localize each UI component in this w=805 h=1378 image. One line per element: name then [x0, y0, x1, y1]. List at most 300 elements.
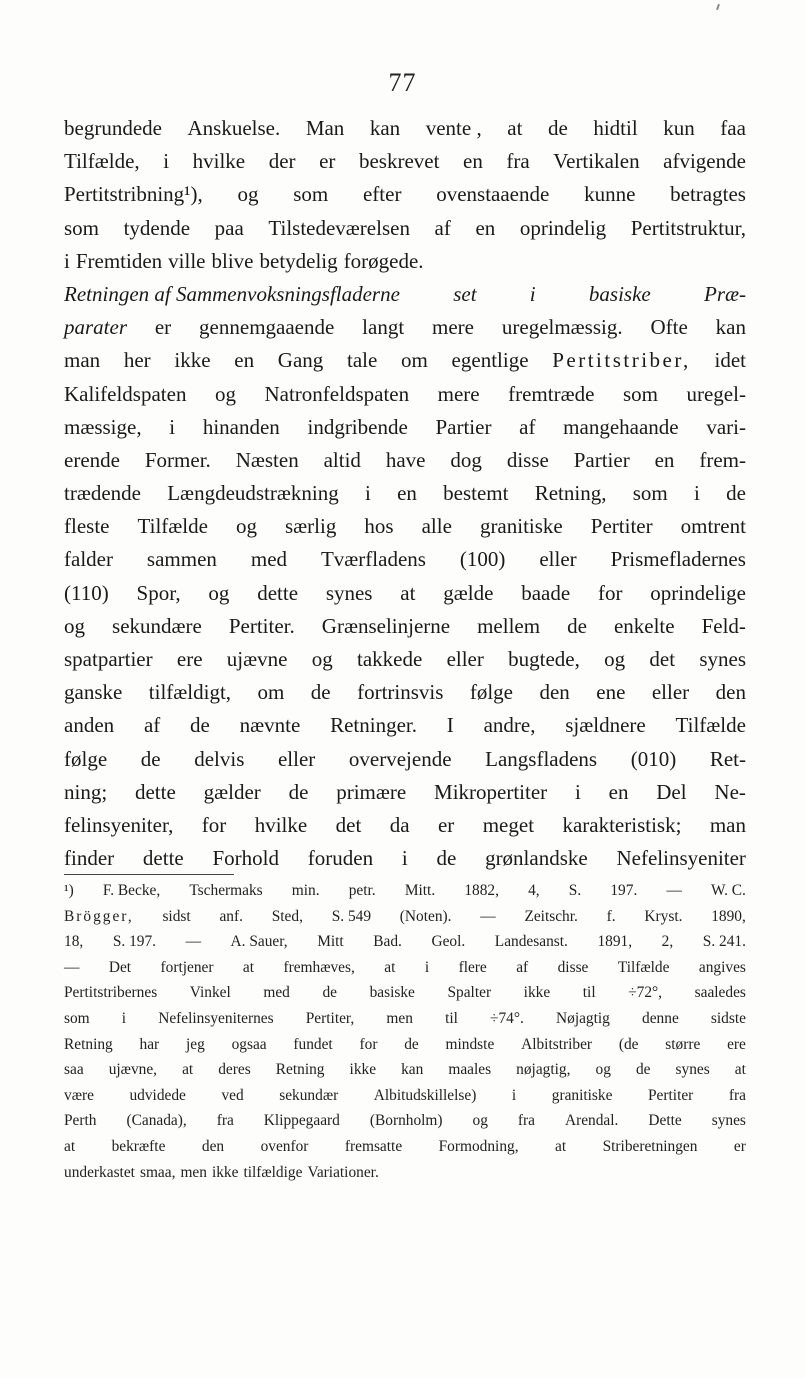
footnote-word: 197.: [610, 882, 638, 899]
word: da: [389, 812, 410, 837]
word: Anskuelse.: [187, 116, 281, 140]
footnote-word: Tilfælde: [617, 958, 670, 976]
footnote-word: saaledes: [694, 984, 746, 1002]
word: foruden: [307, 846, 374, 871]
word: baade: [521, 580, 571, 605]
footnote-word: fremsatte: [344, 1137, 403, 1155]
word: overvejende: [348, 746, 452, 771]
footnote-line: [64, 1006, 746, 1032]
word: eller: [277, 746, 316, 771]
word: Tværfladens: [320, 547, 426, 572]
footnote-word: disse: [557, 958, 589, 976]
word: mangehaande: [563, 414, 679, 439]
word: ovenstaaende: [436, 182, 550, 207]
word: langt: [362, 315, 405, 340]
footnote-word: til: [445, 1009, 458, 1027]
word: have: [385, 447, 426, 472]
footnote-word: kan: [401, 1061, 424, 1079]
word: (100): [459, 547, 506, 572]
footnote-word: Variationer.: [307, 1163, 379, 1181]
word: oprindelige: [650, 580, 746, 605]
word: idet: [714, 348, 746, 373]
word: de: [140, 746, 161, 771]
word: Præ-: [704, 281, 746, 306]
word: de: [547, 116, 568, 140]
word: hvilke: [254, 812, 308, 837]
footnote-word: anf.: [219, 907, 243, 925]
footnote-word: ovenfor: [260, 1137, 309, 1155]
text-line: [64, 709, 746, 742]
footnote-word: sidst: [162, 907, 191, 925]
footnote-word: Tschermaks: [189, 882, 263, 899]
word: Pertitstribning¹),: [64, 182, 203, 207]
word: (110): [64, 580, 109, 605]
footnote-word: ogsaa: [231, 1035, 267, 1053]
word: granitiske: [479, 514, 563, 539]
footnote-word: —: [480, 907, 496, 925]
footnote-line: [64, 878, 746, 904]
footnote-word: tilfældige: [243, 1163, 303, 1181]
word: altid: [323, 447, 361, 472]
word: de: [288, 779, 309, 804]
word: eller: [651, 680, 690, 705]
footnote-word: at: [64, 1137, 76, 1155]
word: I: [446, 713, 454, 738]
footnote-word: større: [665, 1035, 701, 1053]
word: trædende: [64, 481, 141, 506]
word: spatpartier: [64, 647, 153, 671]
word: ganske: [64, 680, 123, 705]
footnote-word: Klippegaard: [263, 1112, 340, 1130]
footnote-word: Retning: [64, 1035, 113, 1053]
footnote-word: basiske: [369, 984, 415, 1002]
word: Ret-: [709, 746, 746, 771]
footnote-word: at: [734, 1061, 746, 1079]
footnote-word: fremhæves,: [283, 958, 355, 976]
word: der: [268, 149, 296, 174]
word: hvilke: [192, 149, 246, 174]
word: Mikropertiter: [434, 779, 548, 804]
word: er: [154, 315, 172, 340]
word: og: [235, 514, 257, 539]
word: gælder: [203, 779, 261, 804]
text-line: [64, 378, 746, 411]
word: dog: [450, 447, 482, 472]
footnote-word: Retning: [275, 1061, 325, 1079]
word: sjældnere: [565, 713, 646, 738]
footnote-word: bekræfte: [111, 1137, 166, 1155]
footnote-word: Zeitschr.: [524, 907, 578, 925]
footnote-word: at: [182, 1061, 194, 1079]
word: som: [64, 215, 100, 240]
footnote-word: min.: [291, 882, 320, 899]
footnote-word: synes: [675, 1061, 710, 1079]
word: Tilstedeværelsen: [268, 215, 410, 240]
word: det: [649, 647, 676, 671]
word: grønlandske: [485, 846, 588, 871]
word: ville: [168, 248, 206, 273]
word: falder: [64, 547, 113, 572]
text-line: [64, 178, 746, 211]
footnote-word: 4,: [528, 882, 540, 899]
word: oprindelig: [519, 215, 607, 240]
word: sekundære: [112, 613, 202, 638]
word: tale: [346, 348, 378, 373]
footnote-word: Bad.: [373, 933, 402, 951]
word: mæssige,: [64, 414, 142, 439]
word: i: [169, 414, 176, 439]
word: den: [539, 680, 570, 705]
footnote-word: synes: [711, 1112, 746, 1130]
word: kan: [369, 116, 401, 140]
word: ene: [596, 680, 626, 705]
footnote-word: (Bornholm): [369, 1112, 443, 1130]
word: kunne: [584, 182, 636, 207]
word: afvigende: [663, 149, 746, 174]
word: Gang: [277, 348, 324, 373]
footnote-word: at: [384, 958, 396, 976]
body-text: [64, 112, 746, 875]
text-line: [64, 112, 746, 145]
word: Spor,: [136, 580, 181, 605]
footnote-word: ikke: [349, 1061, 377, 1079]
text-line: [64, 543, 746, 576]
footnote-word: Pertiter: [648, 1086, 694, 1104]
word: i: [364, 481, 371, 506]
footnote-word: med: [263, 984, 290, 1002]
footnote-word: Spalter: [447, 984, 492, 1002]
word: ere: [176, 647, 203, 671]
word: delvis: [194, 746, 245, 771]
word: Pertitstruktur,: [630, 215, 746, 240]
footnote-word: S. 197.: [112, 933, 157, 951]
word: Prismefladernes: [610, 547, 746, 572]
footnote-word: Vinkel: [189, 984, 231, 1002]
footnote-word: til: [582, 984, 596, 1002]
footnote-word: de: [322, 984, 337, 1002]
word: vari-: [706, 414, 746, 439]
word: andre,: [483, 713, 536, 738]
word: dette: [142, 846, 184, 871]
footnote-word: Albitudskillelse): [373, 1086, 477, 1104]
word: de: [726, 481, 746, 506]
footnote-line: [64, 955, 746, 981]
word: Tilfælde,: [64, 149, 140, 174]
word: Partier: [573, 447, 630, 472]
word: i: [529, 281, 536, 306]
word: følge: [64, 746, 108, 771]
word: og: [214, 381, 236, 406]
word: basiske: [588, 281, 651, 306]
word: her: [123, 348, 151, 373]
word: blive: [211, 248, 254, 273]
word: Nefelinsyeniter: [616, 846, 746, 871]
word: Pertitstriber,: [552, 348, 691, 373]
word: af: [143, 713, 161, 738]
footnote: [64, 878, 746, 1185]
word: gælde: [443, 580, 494, 605]
word: meget: [482, 812, 535, 837]
footnote-line: [64, 1134, 746, 1160]
footnote-rule: [64, 874, 234, 875]
word: de: [190, 713, 210, 738]
footnote-word: at: [555, 1137, 567, 1155]
word: Fremtiden: [75, 248, 163, 273]
word: den: [715, 680, 746, 705]
footnote-word: 2,: [661, 933, 674, 951]
footnote-word: den: [201, 1137, 225, 1155]
word: Partier: [435, 414, 492, 439]
footnote-word: deres: [218, 1061, 251, 1079]
footnote-word: er: [733, 1137, 746, 1155]
word: karakteristisk;: [562, 812, 682, 837]
footnote-word: 1890,: [711, 907, 746, 925]
word: eller: [539, 547, 577, 572]
word: ning;: [64, 779, 108, 804]
word: er: [319, 149, 336, 174]
footnote-word: S. 241.: [702, 933, 746, 951]
word: man: [709, 812, 746, 837]
word: dette: [134, 779, 176, 804]
text-line: [64, 311, 746, 344]
word: takkede: [357, 647, 423, 671]
word: Retninger.: [330, 713, 418, 738]
word: som: [293, 182, 329, 207]
footnote-word: granitiske: [551, 1086, 613, 1104]
word: de: [436, 846, 457, 871]
footnote-word: i: [511, 1086, 517, 1104]
word: eller: [446, 647, 484, 671]
word: alle: [421, 514, 452, 539]
footnote-word: Kryst.: [644, 907, 683, 925]
word: i: [694, 481, 700, 506]
word: en: [608, 779, 629, 804]
footnote-word: —: [185, 933, 201, 951]
word: en: [463, 149, 483, 174]
footnote-word: ujævne,: [108, 1061, 158, 1079]
word: man: [64, 348, 101, 373]
footnote-word: nøjagtig,: [516, 1061, 571, 1079]
word: hos: [364, 514, 394, 539]
footnote-word: Landesanst.: [494, 933, 568, 951]
footnote-word: mindste: [445, 1035, 495, 1053]
footnote-word: Arendal.: [564, 1112, 619, 1130]
word: efter: [362, 182, 402, 207]
word: primære: [336, 779, 407, 804]
word: betragtes: [670, 182, 746, 207]
word: Tilfælde: [137, 514, 208, 539]
footnote-line: [64, 1108, 746, 1134]
text-line: [64, 510, 746, 543]
text-line: [64, 245, 746, 278]
word: uregel-: [686, 381, 746, 406]
footnote-word: Dette: [648, 1112, 682, 1130]
footnote-word: Nefelinsyeniternes: [158, 1009, 274, 1027]
word: i: [401, 846, 408, 871]
footnote-word: Nøjagtig: [556, 1009, 610, 1027]
word: disse: [506, 447, 549, 472]
word: tilfældigt,: [148, 680, 232, 705]
footnote-word: men: [386, 1009, 413, 1027]
footnote-word: sidste: [710, 1009, 746, 1027]
word: sammen: [146, 547, 217, 572]
footnote-word: —: [64, 958, 80, 976]
footnote-word: Albitstriber: [521, 1035, 593, 1053]
word: indgribende: [307, 414, 408, 439]
word: med: [250, 547, 288, 572]
footnote-word: Mitt.: [404, 882, 436, 899]
word: (010): [630, 746, 677, 771]
text-line: [64, 842, 746, 875]
footnote-word: 1891,: [597, 933, 633, 951]
text-line: [64, 212, 746, 245]
word: set: [453, 281, 477, 306]
word: en: [234, 348, 255, 373]
footnote-word: fra: [517, 1112, 535, 1130]
word: mere: [432, 315, 475, 340]
footnote-word: være: [64, 1086, 94, 1104]
word: følge: [469, 680, 514, 705]
word: fortrinsvis: [357, 680, 444, 705]
footnote-word: Pertiter,: [305, 1009, 355, 1027]
footnote-word: udvidede: [129, 1086, 186, 1104]
word: af: [434, 215, 451, 240]
word: Længdeudstrækning: [167, 481, 339, 506]
word: i: [163, 149, 170, 174]
word: Ofte: [650, 315, 688, 340]
word: Vertikalen: [553, 149, 640, 174]
word: felinsyeniter,: [64, 812, 174, 837]
footnote-line: [64, 980, 746, 1006]
footnote-word: Striberetningen: [602, 1137, 698, 1155]
text-line: [64, 344, 746, 377]
footnote-word: Formodning,: [438, 1137, 519, 1155]
footnote-line: [64, 1032, 746, 1058]
text-line: [64, 278, 746, 311]
footnote-line: [64, 929, 746, 955]
word: synes: [699, 647, 746, 671]
footnote-word: (de: [618, 1035, 639, 1053]
footnote-word: jeg: [185, 1035, 205, 1053]
word: en: [654, 447, 675, 472]
text-line: [64, 776, 746, 809]
footnote-word: at: [242, 958, 255, 976]
footnote-word: f.: [606, 907, 616, 925]
word: Ne-: [714, 779, 746, 804]
footnote-word: i: [121, 1009, 127, 1027]
text-line: [64, 577, 746, 610]
footnote-word: 18,: [64, 933, 84, 951]
word: forøgede.: [343, 248, 424, 273]
word: for: [597, 580, 623, 605]
text-line: [64, 643, 746, 676]
word: de: [310, 680, 331, 705]
footnote-word: maales: [448, 1061, 492, 1079]
word: og: [237, 182, 259, 207]
text-line: [64, 411, 746, 444]
footnote-word: ÷72°,: [628, 984, 663, 1002]
footnote-word: Pertitstribernes: [64, 984, 158, 1002]
word: Pertiter: [590, 514, 653, 539]
word: kun: [663, 116, 695, 140]
footnote-word: som: [64, 1009, 90, 1027]
word: en: [475, 215, 496, 240]
word: anden: [64, 713, 115, 738]
word: Retning,: [534, 481, 607, 506]
word: hidtil: [593, 116, 638, 140]
word: erende: [64, 447, 120, 472]
footnote-word: sekundær: [279, 1086, 339, 1104]
word: at: [400, 580, 416, 605]
word: hinanden: [202, 414, 280, 439]
footnote-word: A. Sauer,: [230, 933, 288, 951]
footnote-word: fundet: [293, 1035, 333, 1053]
text-line: [64, 145, 746, 178]
word: mellem: [477, 613, 541, 638]
word: og: [208, 580, 230, 605]
word: Forhold: [212, 846, 280, 871]
word: om: [257, 680, 285, 705]
footnote-word: flere: [458, 958, 487, 976]
word: mere: [437, 381, 480, 406]
word: uregelmæssig.: [501, 315, 623, 340]
footnote-word: og: [595, 1061, 611, 1079]
word: Former.: [144, 447, 211, 472]
footnote-word: fortjener: [160, 958, 214, 976]
footnote-word: og: [472, 1112, 488, 1130]
footnote-word: angives: [698, 958, 746, 976]
word: som: [632, 481, 668, 506]
footnote-word: (Canada),: [126, 1112, 187, 1130]
word: Pertiter.: [228, 613, 295, 638]
footnote-word: ikke: [523, 984, 551, 1002]
word: betydelig: [259, 248, 338, 273]
footnote-word: de: [635, 1061, 651, 1079]
footnote-word: smaa,: [139, 1163, 176, 1181]
word: og: [64, 613, 85, 638]
word: fleste: [64, 514, 110, 539]
word: parater: [64, 315, 127, 340]
footnote-word: har: [139, 1035, 160, 1053]
text-line: [64, 809, 746, 842]
footnote-word: W. C.: [710, 882, 746, 899]
footnote-word: af: [516, 958, 529, 976]
footnote-word: fra: [728, 1086, 746, 1104]
word: i: [574, 779, 581, 804]
footnote-word: 1882,: [464, 882, 499, 899]
word: tydende: [123, 215, 191, 240]
word: Feld-: [701, 613, 746, 638]
word: Man: [305, 116, 345, 140]
word: bugtede,: [508, 647, 580, 671]
word: for: [201, 812, 227, 837]
footnote-line: [64, 1083, 746, 1109]
word: begrundede: [64, 116, 162, 140]
word: og: [604, 647, 626, 671]
word: om: [401, 348, 428, 373]
text-line: [64, 477, 746, 510]
page-number: 77: [388, 68, 417, 97]
footnote-word: ÷74°.: [490, 1009, 524, 1027]
word: Næsten: [235, 447, 299, 472]
footnote-line: [64, 1057, 746, 1083]
word: særlig: [285, 514, 337, 539]
footnote-word: Geol.: [431, 933, 466, 951]
footnote-word: saa: [64, 1061, 84, 1079]
word: dette: [257, 580, 299, 605]
footnote-word: ¹): [64, 882, 74, 899]
footnote-word: petr.: [348, 882, 376, 899]
